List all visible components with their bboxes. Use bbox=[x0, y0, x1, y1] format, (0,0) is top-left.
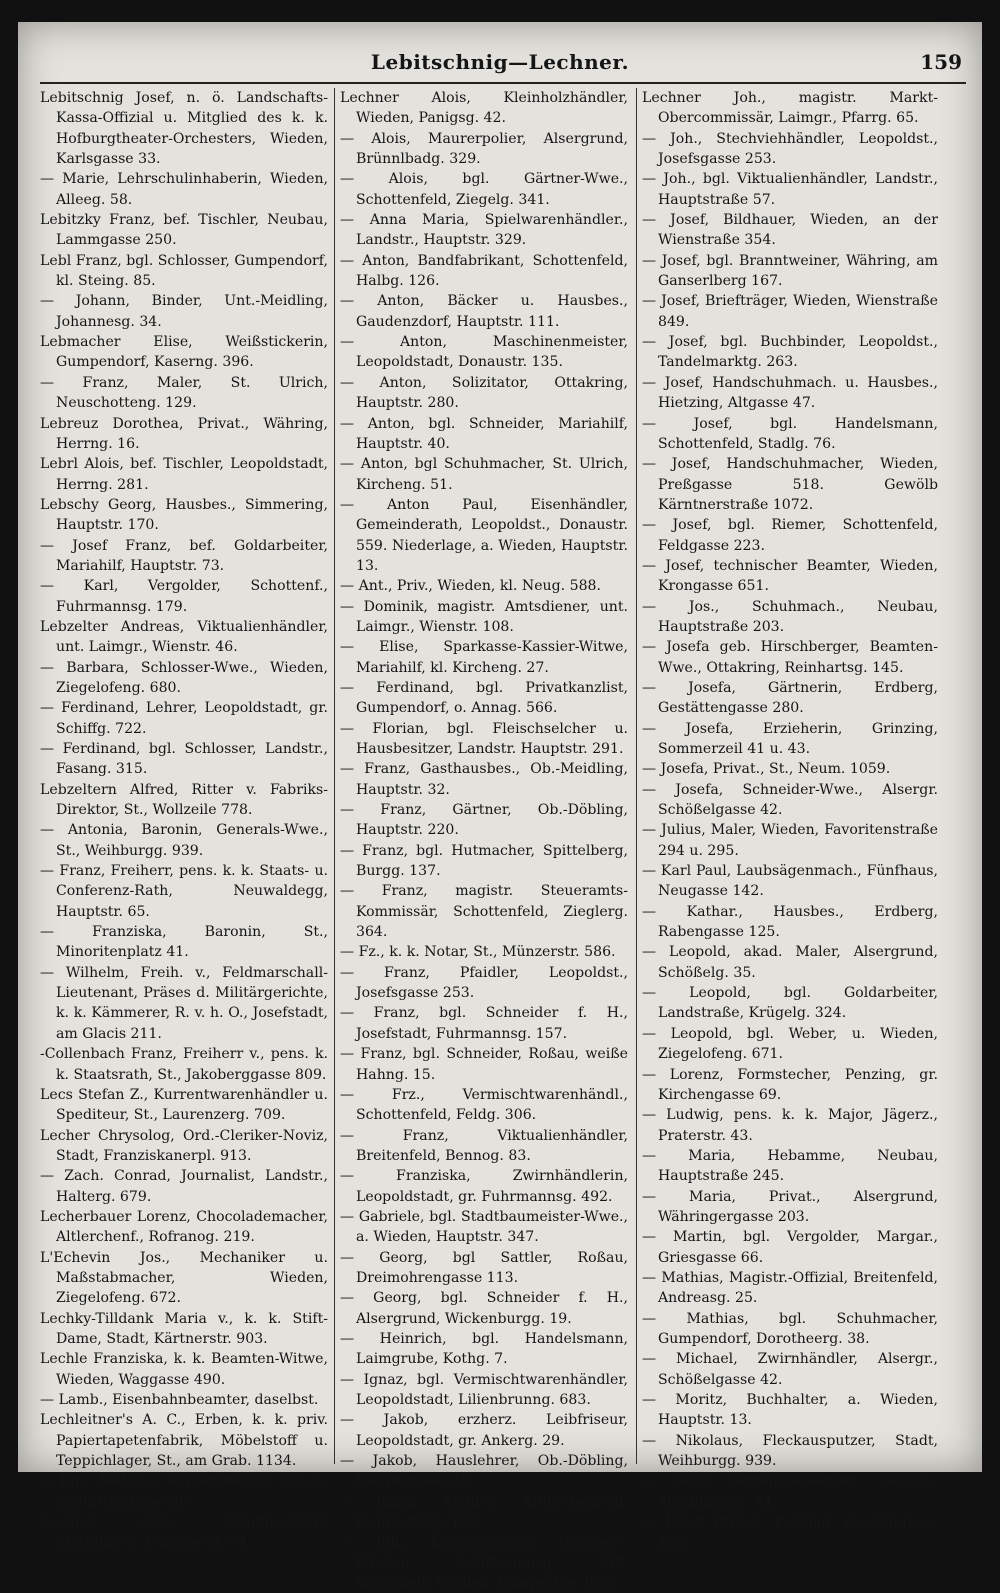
directory-entry: — Anton, Solizitator, Ottakring, Hauptstr. 280. bbox=[340, 374, 628, 412]
directory-entry: — Franziska, Zwirnhändlerin, Leopoldstadt, gr. Fuhrmannsg. 492. bbox=[340, 1168, 628, 1205]
directory-entry: — Nikolaus, Fleckausputzer, Stadt, Weihburgg. 939. bbox=[642, 1432, 938, 1470]
directory-entry: — Heinrich, bgl. Handelsmann, Laimgrube, Kothg. 7. bbox=[340, 1330, 628, 1368]
directory-entry: — Peter, Gemeindebeamter, Sechsh., Meidlingerg. 41. bbox=[642, 1473, 938, 1510]
directory-entry: — Franziska, Baronin, St., Minoritenplatz 41. bbox=[40, 924, 328, 961]
directory-entry: — Karl Paul, Laubsägenmach., Fünfhaus, Neugasse 142. bbox=[642, 863, 938, 900]
column-divider-right bbox=[636, 88, 637, 1464]
directory-entry: — Josef, bgl. Riemer, Schottenfeld, Feldgasse 223. bbox=[642, 517, 938, 554]
directory-entry: — Josefa, Privat., St., Neum. 1059. bbox=[642, 761, 891, 778]
directory-entry: — Franz, bgl. Hutmacher, Spittelberg, Burgg. 137. bbox=[340, 842, 628, 880]
page-number: 159 bbox=[920, 50, 962, 74]
directory-entry: — Franz, Maler, St. Ulrich, Neuschotteng. 129. bbox=[40, 374, 328, 412]
directory-entry: — Franz, Viktualienhändler, Breitenfeld, Bennog. 83. bbox=[340, 1127, 628, 1164]
directory-entry: — Georg, bgl. Schneider f. H., Alsergrund, Wickenburgg. 19. bbox=[340, 1290, 628, 1327]
directory-entry: -Collenbach Franz, Freiherr v., pens. k. k. Staatsrath, St., Jakoberggasse 809. bbox=[40, 1046, 328, 1083]
directory-entry: Lebitschnig Josef, n. ö. Landschafts-Kassa-Offizial u. Mitglied des k. k. Hofburgtheater-Orchesters, Wieden, Karlsgasse 33. bbox=[40, 90, 328, 168]
directory-entry: Lebschy Georg, Hausbes., Simmering, Hauptstr. 170. bbox=[40, 496, 328, 534]
directory-entry: — Ignaz, bgl. Vermischtwarenhändler, Leopoldstadt, Lilienbrunng. 683. bbox=[340, 1371, 628, 1408]
directory-entry: — Marie, Lehrschulinhaberin, Wieden, Alleeg. 58. bbox=[40, 171, 328, 208]
directory-entry: — Michael, Zwirnhändler, Alsergr., Schößelgasse 42. bbox=[642, 1351, 938, 1388]
directory-entry: — Joh., Essigerzeuger, Hausbes., Wieden, Schiffmannsg. 748. Verschleiß Wieden, Lumpertsg. 925. bbox=[340, 1534, 628, 1592]
directory-entry: — Franz, magistr. Steueramts-Kommissär, Schottenfeld, Zieglerg. 364. bbox=[340, 883, 628, 941]
directory-entry: — Moritz, Buchhalter, a. Wieden, Hauptstr. 13. bbox=[642, 1392, 938, 1429]
directory-entry: — Franz, bgl. Schneider, Roßau, weiße Hahng. 15. bbox=[340, 1046, 628, 1083]
directory-entry: — Florian, bgl. Fleischselcher u. Hausbesitzer, Landstr. Hauptstr. 291. bbox=[340, 720, 628, 757]
directory-entry: — Josefa, Gärtnerin, Erdberg, Gestättengasse 280. bbox=[642, 679, 938, 717]
directory-entry: — Josef, Handschuhmacher, Wieden, Preßgasse 518. Gewölb Kärntnerstraße 1072. bbox=[642, 456, 938, 513]
directory-entry: — Ferdinand, bgl. Privatkanzlist, Gumpendorf, o. Annag. 566. bbox=[340, 679, 628, 717]
directory-entry: — Antonia, Baronin, Generals-Wwe., St., Weihburgg. 939. bbox=[40, 822, 328, 859]
directory-entry: Lebmacher Elise, Weißstickerin, Gumpendorf, Kaserng. 396. bbox=[40, 334, 328, 371]
directory-entry: — Georg, bgl Sattler, Roßau, Dreimohrengasse 113. bbox=[340, 1249, 628, 1286]
directory-entry: — Leopold, bgl. Goldarbeiter, Landstraße, Krügelg. 324. bbox=[642, 985, 938, 1022]
directory-entry: — Anton, bgl Schuhmacher, St. Ulrich, Kircheng. 51. bbox=[340, 456, 628, 493]
directory-entry: — Josefa, Erzieherin, Grinzing, Sommerzeil 41 u. 43. bbox=[642, 720, 938, 757]
directory-entry: — Franz, Pfaidler, Leopoldst., Josefsgasse 253. bbox=[340, 964, 628, 1002]
directory-entry: — Mathias, bgl. Schuhmacher, Gumpendorf, Dorotheerg. 38. bbox=[642, 1310, 938, 1347]
directory-entry: — Kathar., Hausbes., Erdberg, Rabengasse 125. bbox=[642, 903, 938, 941]
directory-entry: — Maria, Privat., Alsergrund, Währingergasse 203. bbox=[642, 1188, 938, 1225]
directory-entry: L'Echevin Jos., Mechaniker u. Maßstabmacher, Wieden, Ziegelofeng. 672. bbox=[40, 1249, 328, 1307]
directory-entry: — Leopold, akad. Maler, Alsergrund, Schößelg. 35. bbox=[642, 944, 938, 981]
directory-entry: — Anton, Bäcker u. Hausbes., Gaudenzdorf, Hauptstr. 111. bbox=[340, 293, 628, 330]
directory-entry: — Karl, Vergolder, Schottenf., Fuhrmannsg. 179. bbox=[40, 578, 328, 615]
directory-entry: — Wilhelm, Freih. v., Feldmarschall-Lieutenant, Präses d. Militärgerichte, k. k. Kämmerer, R. v. h. O., Josefstadt, am Glacis 211. bbox=[40, 964, 328, 1042]
directory-entry: Lechle Franziska, k. k. Beamten-Witwe, Wieden, Waggasse 490. bbox=[40, 1351, 328, 1388]
directory-entry: — Anton, Bandfabrikant, Schottenfeld, Halbg. 126. bbox=[340, 252, 628, 290]
directory-entry: — Barbara, Schlosser-Wwe., Wieden, Ziegelofeng. 680. bbox=[40, 659, 328, 696]
directory-entry: — Jakob, erzherz. Leibfriseur, Leopoldstadt, gr. Ankerg. 29. bbox=[340, 1412, 628, 1449]
directory-entry: — Jakob, Hauslehrer, Ob.-Döbling, Hauptstraße 28. bbox=[340, 1453, 628, 1490]
directory-entry: — Peter, Privat., Penzing, Zwerchgasse 128. bbox=[642, 1514, 938, 1551]
directory-entry: — Leopold, bgl. Weber, u. Wieden, Ziegelofeng. 671. bbox=[642, 1025, 938, 1063]
directory-entry: — Lamb., Eisenbahnbeamter, daselbst. bbox=[40, 1392, 319, 1408]
directory-entry: — Alois, Maurerpolier, Alsergrund, Brünnlbadg. 329. bbox=[340, 130, 628, 168]
directory-entry: Lechky-Tilldank Maria v., k. k. Stift-Dame, Stadt, Kärtnerstr. 903. bbox=[40, 1310, 328, 1347]
directory-entry: Lechleitner's A. C., Erben, k. k. priv. Papiertapetenfabrik, Möbelstoff u. Teppichlager, St., am Grab. 1134. bbox=[40, 1412, 328, 1470]
directory-entry: — Josef, Briefträger, Wieden, Wienstraße 849. bbox=[642, 293, 938, 330]
directory-entry: — Anton, Maschinenmeister, Leopoldstadt, Donaustr. 135. bbox=[340, 334, 628, 371]
directory-entry: Lebrl Alois, bef. Tischler, Leopoldstadt, Herrng. 281. bbox=[40, 456, 328, 493]
column-divider-left bbox=[334, 88, 335, 1464]
directory-entry: — Elise, Sparkasse-Kassier-Witwe, Mariahilf, kl. Kircheng. 27. bbox=[340, 639, 628, 676]
directory-entry: — Martin, bgl. Vergolder, Margar., Griesgasse 66. bbox=[642, 1229, 938, 1266]
column-middle bbox=[340, 88, 628, 1593]
header-rule bbox=[40, 82, 966, 84]
directory-entry: — Josefa geb. Hirschberger, Beamten-Wwe., Ottakring, Reinhartsg. 145. bbox=[642, 639, 938, 676]
directory-entry: Lechner Alois, Kleinholzhändler, Wieden, Panigsg. 42. bbox=[340, 90, 628, 127]
directory-entry: — Anton Paul, Eisenhändler, Gemeinderath, Leopoldst., Donaustr. 559. Niederlage, a. Wieden, Hauptstr. 13. bbox=[340, 496, 628, 574]
directory-entry: — Ferdinand, Lehrer, Leopoldstadt, gr. Schiffg. 722. bbox=[40, 700, 328, 737]
directory-entry: — Fz., k. k. Notar, St., Münzerstr. 586. bbox=[340, 944, 616, 961]
directory-entry: — Frz., Vermischtwarenhändl., Schottenfeld, Feldg. 306. bbox=[340, 1086, 628, 1124]
directory-entry: — Josef, bgl. Handelsmann, Schottenfeld, Stadlg. 76. bbox=[642, 415, 938, 452]
directory-entry: — Ludwig, pens. k. k. Major, Jägerz., Praterstr. 43. bbox=[642, 1107, 938, 1144]
running-title: Lebitschnig—Lechner. bbox=[370, 50, 630, 74]
directory-entry: — Gabriele, bgl. Stadtbaumeister-Wwe., a. Wieden, Hauptstr. 347. bbox=[340, 1208, 628, 1246]
directory-entry: Lechner Joh., magistr. Markt-Obercommissär, Laimgr., Pfarrg. 65. bbox=[642, 90, 938, 127]
directory-entry: — Alois, bgl. Gärtner-Wwe., Schottenfeld, Ziegelg. 341. bbox=[340, 171, 628, 208]
directory-entry: — Franz, Gasthausbes., Ob.-Meidling, Hauptstr. 32. bbox=[340, 761, 628, 798]
directory-entry: — Ferdinand, bgl. Schlosser, Landstr., Fasang. 315. bbox=[40, 741, 328, 778]
directory-entry: — Lorenz, Formstecher, Penzing, gr. Kirchengasse 69. bbox=[642, 1066, 938, 1103]
directory-entry: — Josefa, Schneider-Wwe., Alsergr. Schößelgasse 42. bbox=[642, 781, 938, 819]
directory-entry: Lebitzky Franz, bef. Tischler, Neubau, Lammgasse 250. bbox=[40, 212, 328, 249]
directory-entry: Lebzeltern Alfred, Ritter v. Fabriks-Direktor, St., Wollzeile 778. bbox=[40, 781, 328, 819]
directory-entry: — Jos., Schuhmach., Neubau, Hauptstraße 203. bbox=[642, 598, 938, 635]
directory-entry: Lebl Franz, bgl. Schlosser, Gumpendorf, kl. Steing. 85. bbox=[40, 252, 328, 290]
directory-entry: — Ignaz, Maurer, Altlerchenfeld, Hauptstraße 164. bbox=[340, 1493, 628, 1531]
directory-entry: — Josef, bgl. Branntweiner, Währing, am Ganserlberg 167. bbox=[642, 252, 938, 290]
directory-entry: — Anton, bgl. Schneider, Mariahilf, Hauptstr. 40. bbox=[340, 415, 628, 452]
column-right bbox=[642, 88, 938, 1553]
directory-entry: — Johann, Binder, Unt.-Meidling, Johannesg. 34. bbox=[40, 293, 328, 330]
directory-entry: Lebreuz Dorothea, Privat., Währing, Herrng. 16. bbox=[40, 415, 328, 452]
directory-entry: — Julius, Maler, Wieden, Favoritenstraße 294 u. 295. bbox=[642, 822, 938, 859]
directory-entry: — Josef, Bildhauer, Wieden, an der Wienstraße 354. bbox=[642, 212, 938, 249]
directory-entry: — Dominik, magistr. Amtsdiener, unt. Laimgr., Wienstr. 108. bbox=[340, 598, 628, 635]
directory-entry: — Josef, technischer Beamter, Wieden, Krongasse 651. bbox=[642, 557, 938, 595]
directory-entry: Lecher Chrysolog, Ord.-Cleriker-Noviz, Stadt, Franziskanerpl. 913. bbox=[40, 1127, 328, 1164]
directory-entry: — Joh., Stechviehhändler, Leopoldst., Josefsgasse 253. bbox=[642, 130, 938, 168]
directory-entry: — Franz, Gärtner, Ob.-Döbling, Hauptstr. 220. bbox=[340, 802, 628, 839]
directory-entry: Lebzelter Andreas, Viktualienhändler, unt. Laimgr., Wienstr. 46. bbox=[40, 618, 328, 656]
directory-entry: Lechner Alex., Kommissionär, Spittelberg, Johannesg. 54. bbox=[40, 1514, 328, 1551]
directory-entry: — Mathias, Magistr.-Offizial, Breitenfeld, Andreasg. 25. bbox=[642, 1269, 938, 1307]
directory-entry: — Josef, Handschuhmach. u. Hausbes., Hietzing, Altgasse 47. bbox=[642, 374, 938, 412]
directory-entry: — Anna Maria, Spielwarenhändler., Landstr., Hauptstr. 329. bbox=[340, 212, 628, 249]
directory-entry: — Ign., Maler u. Kupferstecher, Roßau, Gestättengasse 20. bbox=[40, 1473, 328, 1510]
directory-entry: — Franz, Freiherr, pens. k. k. Staats- u. Conferenz-Rath, Neuwaldegg, Hauptstr. 65. bbox=[40, 863, 328, 920]
directory-entry: — Josef Franz, bef. Goldarbeiter, Mariahilf, Hauptstr. 73. bbox=[40, 537, 328, 574]
directory-entry: — Josef, bgl. Buchbinder, Leopoldst., Tandelmarktg. 263. bbox=[642, 334, 938, 371]
directory-entry: — Franz, bgl. Schneider f. H., Josefstadt, Fuhrmannsg. 157. bbox=[340, 1005, 628, 1042]
directory-entry: — Ant., Priv., Wieden, kl. Neug. 588. bbox=[340, 578, 601, 595]
directory-entry: Lecherbauer Lorenz, Chocolademacher, Altlerchenf., Rofranog. 219. bbox=[40, 1208, 328, 1246]
directory-page bbox=[18, 22, 982, 1592]
directory-entry: — Joh., bgl. Viktualienhändler, Landstr., Hauptstraße 57. bbox=[642, 171, 938, 208]
directory-entry: — Zach. Conrad, Journalist, Landstr., Halterg. 679. bbox=[40, 1168, 328, 1205]
directory-entry: Lecs Stefan Z., Kurrentwarenhändler u. Spediteur, St., Laurenzerg. 709. bbox=[40, 1086, 328, 1124]
column-left bbox=[40, 88, 328, 1553]
directory-entry: — Maria, Hebamme, Neubau, Hauptstraße 245. bbox=[642, 1147, 938, 1185]
